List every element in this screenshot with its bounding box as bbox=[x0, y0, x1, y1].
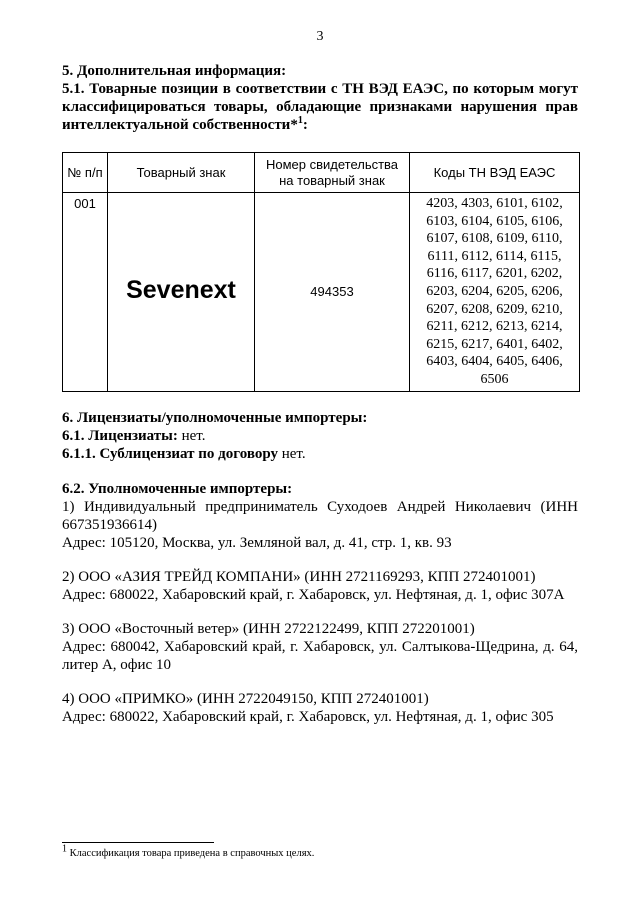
section-5-1-colon: : bbox=[302, 117, 308, 133]
section-5-1-title bbox=[62, 80, 578, 134]
header-trademark: Товарный знак bbox=[108, 153, 255, 193]
importer-3-line: 3) ООО «Восточный ветер» (ИНН 2722122499, КПП 272201001) bbox=[62, 620, 475, 637]
footnote-divider bbox=[62, 842, 214, 843]
sublicensee bbox=[62, 445, 578, 463]
importer-2-address: Адрес: 680022, Хабаровский край, г. Хабаровск, ул. Нефтяная, д. 1, офис 307А bbox=[62, 586, 565, 603]
trademark-logo-text: Sevenext bbox=[126, 275, 236, 304]
importer-1-address: Адрес: 105120, Москва, ул. Земляной вал, д. 41, стр. 1, кв. 93 bbox=[62, 534, 452, 551]
section-6-title: 6. Лицензиаты/уполномоченные импортеры: bbox=[62, 409, 368, 426]
importer-1 bbox=[62, 498, 578, 552]
importer-1-line: 1) Индивидуальный предприниматель Суходоев Андрей Николаевич (ИНН 667351936614) bbox=[62, 498, 578, 533]
importer-3-address: Адрес: 680042, Хабаровский край, г. Хабаровск, ул. Салтыкова-Щедрина, д. 64, литер А, офис 10 bbox=[62, 638, 578, 673]
sublicensee-label: 6.1.1. Сублицензиат по договору bbox=[62, 445, 278, 462]
importer-2-line: 2) ООО «АЗИЯ ТРЕЙД КОМПАНИ» (ИНН 2721169293, КПП 272401001) bbox=[62, 568, 536, 585]
row-trademark bbox=[108, 193, 255, 392]
header-codes: Коды ТН ВЭД ЕАЭС bbox=[410, 153, 580, 193]
importer-4-line: 4) ООО «ПРИМКО» (ИНН 2722049150, КПП 272401001) bbox=[62, 690, 429, 707]
page-number: 3 bbox=[316, 29, 324, 44]
table-row bbox=[63, 193, 580, 392]
section-5-title: 5. Дополнительная информация: bbox=[62, 63, 287, 79]
header-num: № п/п bbox=[63, 153, 108, 193]
row-codes: 4203, 4303, 6101, 6102, 6103, 6104, 6105, 6106, 6107, 6108, 6109, 6110, 6111, 6112, 6114, 6115, 6116, 6117, 6201, 6202, 6203, 6204, 6205, 6206, 6207, 6208, 6209, 6210, 6211, 6212, 6213, 6214, 6215, 6217, 6401, 6402, 6403, 6404, 6405, 6406, 6506 bbox=[410, 193, 580, 392]
goods-table bbox=[62, 152, 580, 392]
importers-title: 6.2. Уполномоченные импортеры: bbox=[62, 480, 293, 497]
footnote-mark: 1 bbox=[62, 843, 67, 855]
table-header-row bbox=[63, 153, 580, 193]
importer-2 bbox=[62, 568, 578, 604]
footnote bbox=[62, 843, 315, 860]
importer-4-address: Адрес: 680022, Хабаровский край, г. Хабаровск, ул. Нефтяная, д. 1, офис 305 bbox=[62, 708, 554, 725]
licensees-value: нет. bbox=[177, 427, 206, 444]
row-num: 001 bbox=[63, 193, 108, 392]
sublicensee-value: нет. bbox=[277, 445, 306, 462]
section-5-1-text: 5.1. Товарные позиции в соответствии с ТН ВЭД ЕАЭС, по которым могут классифицироваться товары, обладающие признаками нарушения прав интеллектуальной собственности* bbox=[62, 81, 578, 133]
row-certificate: 494353 bbox=[255, 193, 410, 392]
document-body bbox=[62, 62, 578, 726]
licensees bbox=[62, 427, 578, 445]
header-certificate: Номер свидетельства на товарный знак bbox=[255, 153, 410, 193]
footnote-text: Классификация товара приведена в справочных целях. bbox=[67, 848, 315, 859]
licensees-label: 6.1. Лицензиаты: bbox=[62, 427, 178, 444]
importer-3 bbox=[62, 620, 578, 674]
footnote-reference: 1 bbox=[297, 115, 303, 126]
importer-4 bbox=[62, 690, 578, 726]
